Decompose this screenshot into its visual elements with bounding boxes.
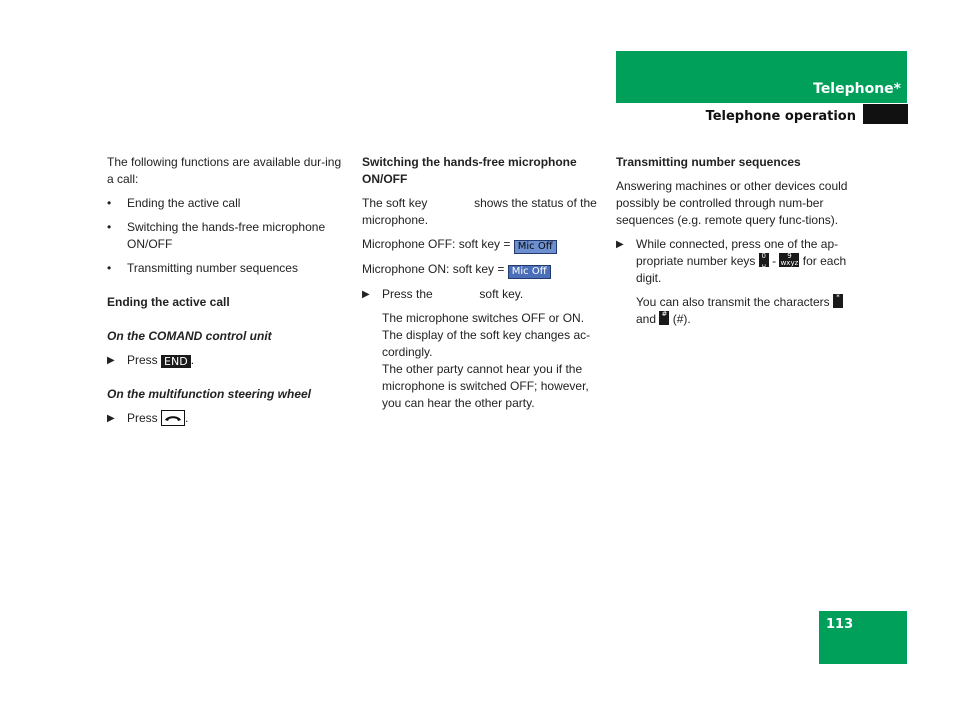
- step-arrow-icon: ▶: [362, 289, 370, 300]
- mic-on-softkey: Mic Off: [508, 265, 551, 279]
- step-arrow-icon: ▶: [107, 413, 115, 424]
- number-sequences-intro: Answering machines or other devices could possibly be controlled through num-ber sequences (e.g. remote query func-tions).: [616, 179, 848, 227]
- text: soft key.: [479, 287, 524, 301]
- comand-subheading: On the COMAND control unit: [107, 329, 272, 343]
- step-text: Press: [127, 353, 158, 367]
- text: Press the: [382, 287, 433, 301]
- list-item-text: Transmitting number sequences: [127, 261, 298, 275]
- list-item: [107, 260, 342, 277]
- bullet-icon: •: [107, 261, 112, 275]
- result-text: The microphone switches OFF or ON. The display of the soft key changes ac-cordingly.: [382, 311, 591, 359]
- softkey-step: [362, 286, 602, 303]
- number-key-9: 9 wxyz: [780, 253, 799, 267]
- text: -: [772, 254, 777, 268]
- steering-wheel-subheading: On the multifunction steering wheel: [107, 387, 312, 401]
- period: .: [190, 353, 195, 367]
- intro-text: The following functions are available dur-ing a call:: [107, 155, 342, 186]
- microphone-heading: Switching the hands-free microphone ON/OFF: [362, 155, 577, 186]
- step-text: Press: [127, 411, 158, 425]
- text: for each digit.: [636, 254, 847, 285]
- note-text: The other party cannot hear you if the microphone is switched OFF; however, you can hear the other party.: [382, 362, 589, 410]
- text: While connected, press one of the ap-propriate number keys: [636, 237, 839, 268]
- period: .: [185, 411, 189, 425]
- hash-key: #: [659, 311, 669, 325]
- text: shows the status of the microphone.: [362, 196, 597, 227]
- bullet-icon: •: [107, 220, 112, 234]
- mic-off-softkey: Mic Off: [514, 240, 557, 254]
- text: and: [636, 312, 657, 326]
- list-item: [107, 219, 342, 253]
- hang-up-phone-icon: [161, 410, 185, 426]
- function-list: [107, 195, 342, 277]
- special-characters-text: [616, 294, 858, 328]
- bullet-icon: •: [107, 196, 112, 210]
- number-keys-step: [616, 236, 858, 287]
- star-key: *: [833, 294, 843, 308]
- text: The soft key: [362, 196, 428, 210]
- mic-off-line: [362, 236, 602, 254]
- text: Microphone OFF: soft key =: [362, 237, 511, 251]
- steering-wheel-step: [107, 410, 342, 427]
- end-key: END: [161, 355, 191, 368]
- page-number: 113: [826, 617, 854, 632]
- section-title: Telephone*: [813, 81, 901, 97]
- step-arrow-icon: ▶: [616, 239, 624, 250]
- column-3: [616, 154, 858, 335]
- text: (#).: [672, 312, 691, 326]
- softkey-description: [362, 195, 602, 229]
- column-1: [107, 154, 342, 434]
- list-item: [107, 195, 342, 212]
- text: You can also transmit the characters: [636, 295, 830, 309]
- number-sequences-heading: Transmitting number sequences: [616, 155, 801, 169]
- number-key-0: 0 ␣: [759, 253, 769, 267]
- column-2: [362, 154, 602, 419]
- subsection-marker: [863, 104, 908, 124]
- text: Microphone ON: soft key =: [362, 262, 505, 276]
- list-item-text: Ending the active call: [127, 196, 241, 210]
- step-arrow-icon: ▶: [107, 355, 115, 366]
- list-item-text: Switching the hands-free microphone ON/OFF: [127, 220, 326, 251]
- ending-call-heading: Ending the active call: [107, 295, 230, 309]
- subsection-title: Telephone operation: [705, 109, 856, 124]
- mic-on-line: [362, 261, 602, 279]
- comand-step: [107, 352, 342, 369]
